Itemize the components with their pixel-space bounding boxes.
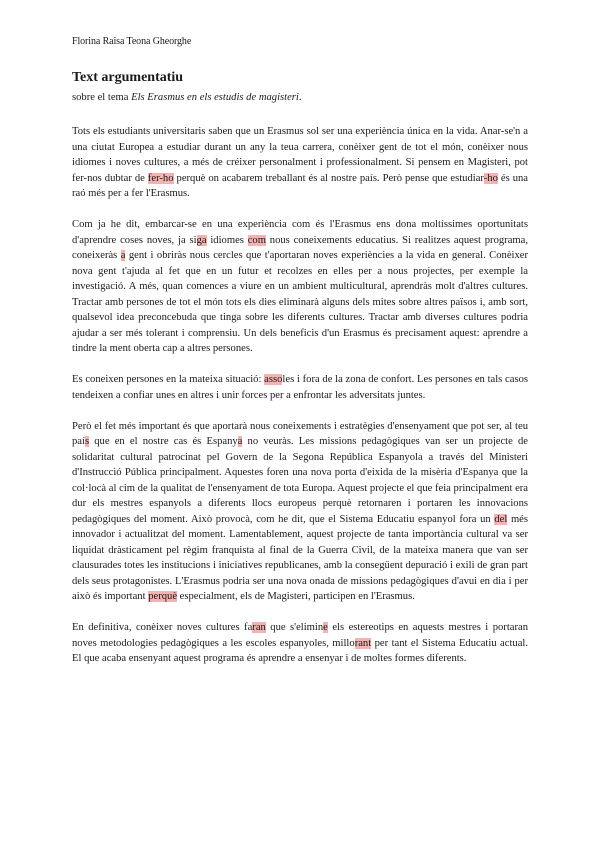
paragraph-text: per tant el Sistema Educatiu actual. El que acaba ensenyant aquest programa és aprendre a ensenyar i de moltes formes diferents. [72, 637, 528, 664]
highlighted-text: perquè [148, 591, 178, 602]
highlighted-text: s [84, 436, 90, 447]
paragraph-text: no veuràs. Les missions pedagògiques van ser un projecte de solidaritat cultural patrocinat pel Govern de la Segona República Espanyola a través del Ministeri d'Instrucció Pública principalment. Aquestes foren una nova porta d'eixida de la misèria d'Espanya que la col·locà al cim de la qualitat de l'ensenyament de tota Europa. Aquest projecte el que feia principalment era dur els mestres espanyols a diferents llocs europeus perquè retornaren i portaren les innovacions pedagògiques del moment. Això provocà, com he dit, que el Sistema Educatiu espanyol fora un [72, 436, 528, 525]
document-title: Text argumentatiu [72, 70, 184, 85]
body-paragraph [72, 620, 528, 667]
highlighted-text: ga [196, 234, 207, 246]
highlighted-text: a [120, 250, 126, 261]
document-body [72, 124, 528, 682]
paragraph-text: Es coneixen persones en la mateixa situació: [72, 374, 265, 385]
highlighted-text: com [247, 234, 266, 246]
paragraph-text: els estereotips en aquests mestres i portaran noves metodologies pedagògiques a les escoles espanyoles, millo [72, 622, 528, 649]
highlighted-text: del [494, 513, 508, 525]
highlighted-text: ran [252, 622, 266, 633]
body-paragraph [72, 124, 528, 202]
document-subtitle [72, 92, 302, 103]
body-paragraph [72, 217, 528, 357]
highlighted-text: a [237, 436, 243, 447]
paragraph-text: és una raó més per a fer l'Erasmus. [72, 172, 528, 199]
subtitle-topic: Els Erasmus en els estudis de magisteri [131, 92, 299, 103]
paragraph-text: les i fora de la zona de confort. Les persones en tals casos tendeixen a confiar unes en altres i unir forces per a enfrontar les adversitats juntes. [72, 374, 528, 401]
paragraph-text: En definitiva, conèixer noves cultures fa [72, 622, 253, 633]
paragraph-text: Tots els estudiants universitaris saben que un Erasmus sol ser una experiència única en la vida. Anar-se'n a una ciutat Europea a estudiar durant un any la teua carrera, conèixer gent de tot el món, conèixer nous idiomes i noves cultures, a més de créixer personalment i professionalment. Si pensem en Magisteri, pot fer-nos dubtar de [72, 126, 528, 184]
paragraph-text: perquè on acabarem treballant és al nostre país. Però pense que estudiar [173, 172, 484, 184]
paragraph-text: gent i obriràs nous cercles que t'aportaran noves experiències a la vida en general. Conèixer nova gent t'ajuda al fet que en un futur et recolzes en elles per a nous projectes, per exemple la investigació. A més, quan comences a viure en un ambient multicultural, aprendràs molt d'altres cultures. Tractar amb persones de tot el món tots els dies eliminarà alguns dels mites sobre altres països i, amb sort, qualsevol idea preconcebuda que tinga sobre les diferents cultures. Tractar amb diverses cultures podria ajudar a ser més tolerant i comprensiu. Un dels beneficis d'un Erasmus és precisament aquest: aprendre a tindre la ment oberta cap a altres persones. [72, 250, 528, 354]
paragraph-text: més innovador i actualitzat del moment. Lamentablement, aquest projecte de tanta importància cultural va ser liquidat dràsticament pel règim franquista al final de la Guerra Civil, de la mateixa manera que van ser clausurades totes les institucions i iniciatives republicanes, amb la consegüent depuració i exili de gran part dels seus protagonistes. L'Erasmus podria ser una nova onada de missions pedagògiques d'avui en dia i per això és important [72, 513, 529, 602]
highlighted-text: asso [264, 374, 283, 385]
paragraph-text: nous coneixements educatius. Si realitzes aquest programa, coneixeràs [72, 234, 528, 261]
paragraph-text: especialment, els de Magisteri, participen en l'Erasmus. [177, 591, 415, 602]
subtitle-prefix: sobre el tema [72, 92, 132, 103]
highlighted-text: fer-ho [147, 172, 174, 184]
paragraph-text: Però el fet més important és que aportarà nous coneixements i estratègies d'ensenyament que pot ser, al teu paí [72, 420, 528, 447]
highlighted-text: e [323, 622, 328, 633]
highlighted-text: rant [354, 637, 372, 649]
paragraph-text: Com ja he dit, embarcar-se en una experiència com és l'Erasmus ens dona moltíssimes oportunitats d'aprendre coses noves, ja si [72, 219, 528, 246]
body-paragraph [72, 372, 528, 403]
body-paragraph [72, 419, 528, 605]
author-name: Florina Raisa Teona Gheorghe [72, 36, 192, 47]
paragraph-text: idiomes [206, 234, 248, 246]
paragraph-text: que en el nostre cas és Espany [89, 436, 238, 447]
highlighted-text: -ho [483, 172, 498, 184]
paragraph-text: que s'elimin [265, 622, 324, 633]
subtitle-suffix: . [298, 92, 302, 103]
